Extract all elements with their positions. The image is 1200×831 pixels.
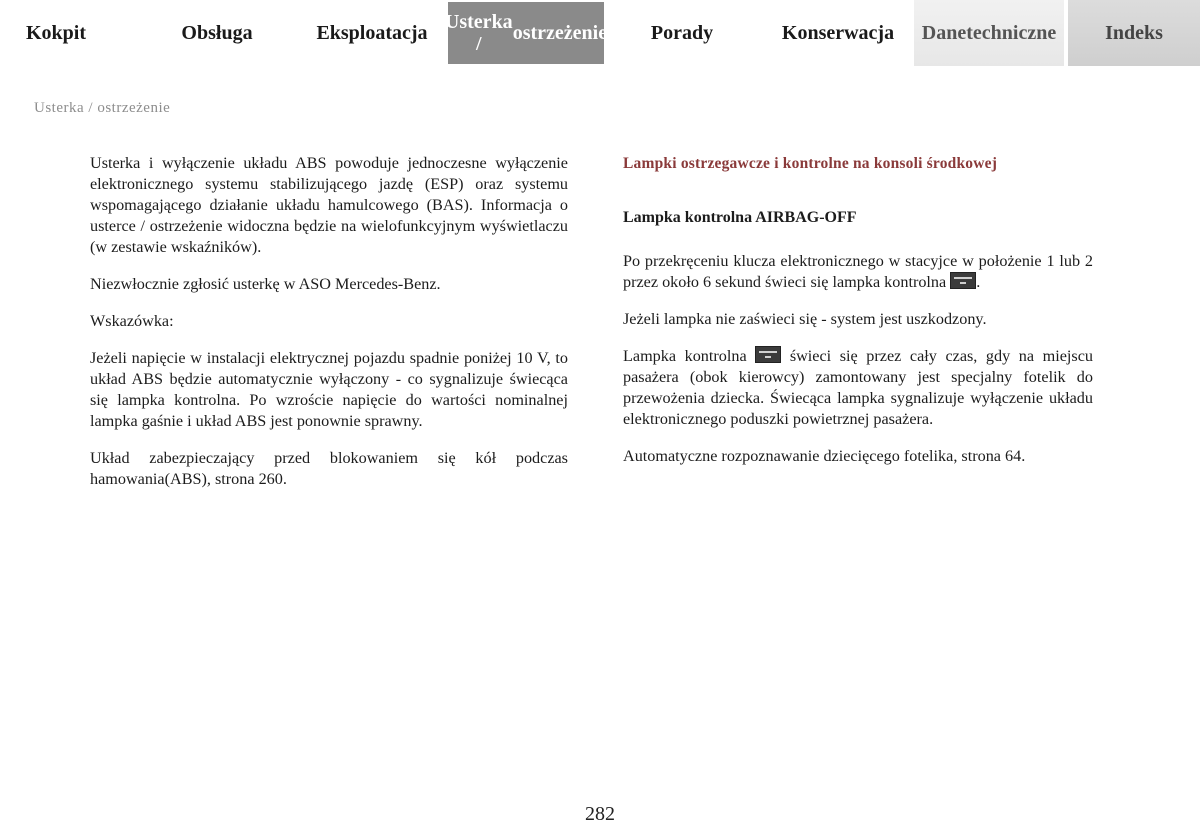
tab-usterka-ostrzezenie[interactable] (444, 2, 608, 64)
tab-label-line1: Dane (921, 22, 967, 44)
paragraph-child-seat-reference: Automatyczne rozpoznawanie dziecięcego fotelika, strona 64. (623, 447, 1026, 465)
tab-label-line2: techniczne (966, 22, 1057, 44)
paragraph-text-end: . (976, 273, 981, 291)
tab-eksploatacja[interactable]: Eksploatacja (316, 22, 428, 44)
airbag-off-icon (755, 346, 781, 363)
paragraph-abs-reference: Układ zabezpieczający przed blokowaniem się kół podczas hamowania(ABS), strona 260. (90, 449, 568, 488)
tab-obsluga[interactable]: Obsługa (181, 22, 253, 44)
page-number: 282 (585, 803, 615, 825)
section-navigation (0, 0, 1200, 66)
paragraph-text: Po przekręceniu klucza elektronicznego w stacyjce w położenie 1 lub 2 przez około 6 sekund świeci się lampka kontrolna (623, 252, 1093, 291)
paragraph-text-start: Lampka kontrolna (623, 347, 747, 365)
right-column (623, 153, 1093, 483)
tab-dane-techniczne[interactable] (914, 0, 1064, 66)
paragraph-ignition-check (623, 251, 1093, 293)
airbag-off-icon (950, 272, 976, 289)
tab-porady[interactable]: Porady (650, 22, 714, 44)
tab-label-line1: Usterka / (444, 11, 513, 55)
left-column (90, 153, 568, 506)
subsection-heading: Lampka kontrolna AIRBAG-OFF (623, 209, 857, 226)
paragraph-child-seat (623, 346, 1093, 430)
tab-kokpit[interactable]: Kokpit (25, 22, 87, 44)
paragraph-abs-failure: Usterka i wyłączenie układu ABS powoduje jednoczesne wyłączenie elektronicznego systemu stabilizującego jazdę (ESP) oraz systemu wspomagającego działanie układu hamulcowego (BAS). Informacja o usterce / ostrzeżenie widoczna będzie na wielofunkcyjnym wyświetlaczu (w zestawie wskaźników). (90, 154, 568, 256)
tab-indeks[interactable]: Indeks (1068, 0, 1200, 66)
paragraph-system-fault: Jeżeli lampka nie zaświeci się - system jest uszkodzony. (623, 310, 987, 328)
breadcrumb: Usterka / ostrzeżenie (34, 100, 171, 116)
tab-label-line2: ostrzeżenie (512, 22, 608, 44)
paragraph-low-voltage: Jeżeli napięcie w instalacji elektrycznej pojazdu spadnie poniżej 10 V, to układ ABS będzie automatycznie wyłączony - co sygnalizuje świecąca się lampka kontrolna. Po wzroście napięcie do wartości nominalnej lampka gaśnie i układ ABS jest ponownie sprawny. (90, 349, 568, 430)
tab-konserwacja[interactable]: Konserwacja (781, 22, 895, 44)
section-heading: Lampki ostrzegawcze i kontrolne na konsoli środkowej (623, 155, 998, 172)
paragraph-contact-aso: Niezwłocznie zgłosić usterkę w ASO Mercedes-Benz. (90, 275, 441, 293)
paragraph-note-label: Wskazówka: (90, 312, 174, 330)
paragraph-text-end: świeci się przez cały czas, gdy na miejscu pasażera (obok kierowcy) zamontowany jest specjalny fotelik do przewożenia dziecka. Świecąca lampka sygnalizuje wyłączenie układu elektronicznego poduszki powietrznej pasażera. (623, 347, 1093, 428)
